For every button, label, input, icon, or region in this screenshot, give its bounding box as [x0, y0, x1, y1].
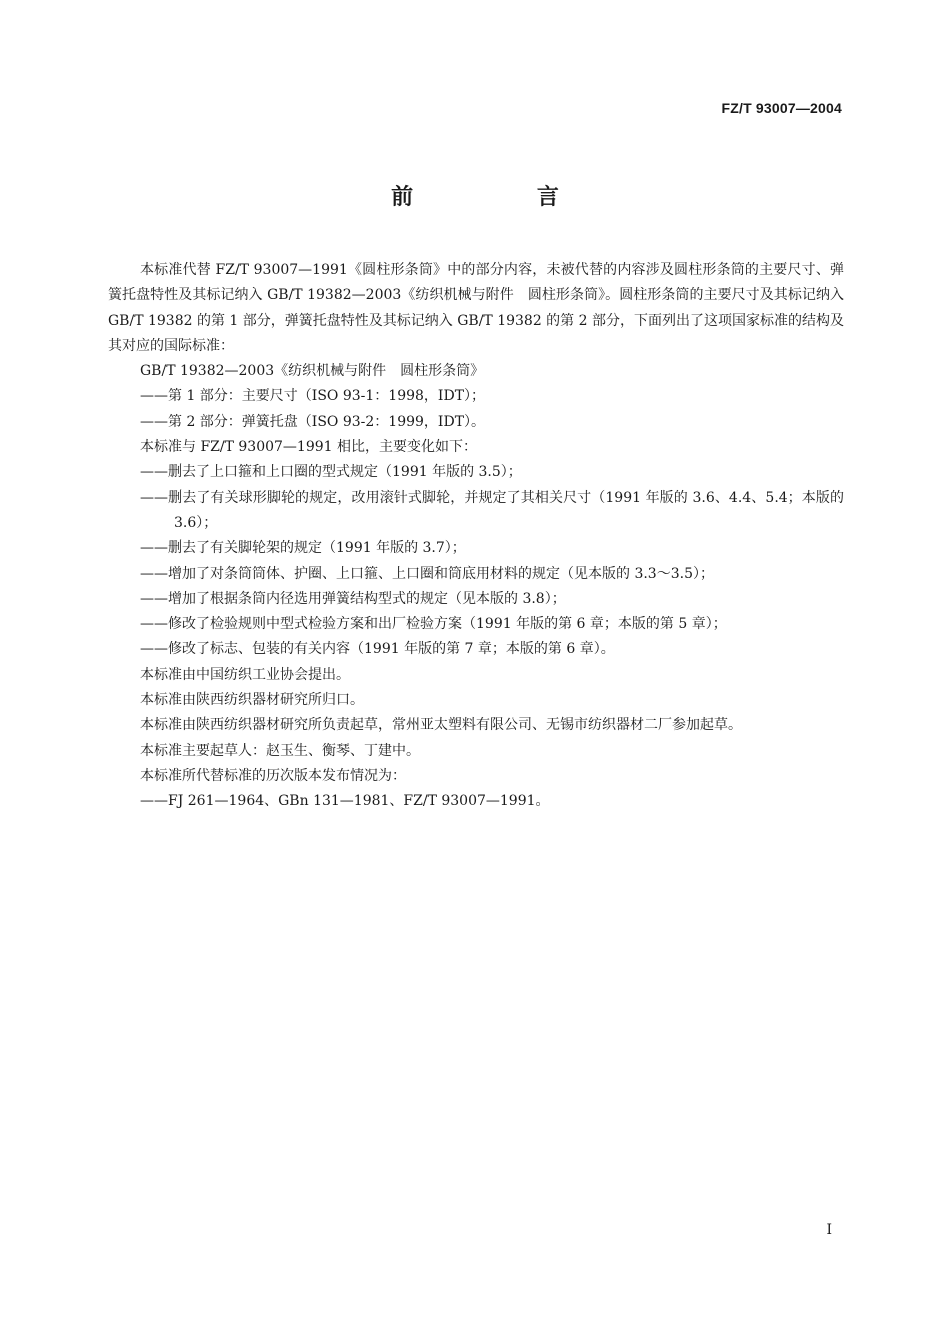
paragraph-changes-intro: 本标准与 FZ/T 93007—1991 相比，主要变化如下：: [140, 439, 478, 456]
list-item-change: ——修改了检验规则中型式检验方案和出厂检验方案（1991 年版的第 6 章；本版的第 5 章）；: [140, 616, 727, 633]
list-item-change: ——删去了有关球形脚轮的规定，改用滚针式脚轮，并规定了其相关尺寸（1991 年版的 3.6、4.4、5.4；本版的 3.6）；: [140, 489, 844, 531]
paragraph-intro: 本标准代替 FZ/T 93007—1991《圆柱形条筒》中的部分内容，未被代替的内容涉及圆柱形条筒的主要尺寸、弹簧托盘特性及其标记纳入 GB/T 19382—2003《纺织机械与附件 圆柱形条筒》。圆柱形条筒的主要尺寸及其标记纳入 GB/T 19382 的第 1 部分，弹簧托盘特性及其标记纳入 GB/T 19382 的第 2 部分，下面列出了这项国家标准的结构及其对应的国际标准：: [108, 262, 844, 354]
list-item-history: ——FJ 261—1964、GBn 131—1981、FZ/T 93007—1991。: [140, 793, 550, 810]
list-item-part1: ——第 1 部分：主要尺寸（ISO 93-1：1998，IDT）；: [140, 388, 486, 405]
page-number: I: [826, 1222, 832, 1238]
list-item-change: ——删去了有关脚轮架的规定（1991 年版的 3.7）；: [140, 540, 466, 557]
document-code: FZ/T 93007—2004: [721, 100, 842, 116]
foreword-body: [108, 258, 844, 815]
list-item-change: ——修改了标志、包装的有关内容（1991 年版的第 7 章；本版的第 6 章）。: [140, 641, 615, 658]
paragraph-history-intro: 本标准所代替标准的历次版本发布情况为：: [140, 767, 406, 784]
paragraph-proposer: 本标准由中国纺织工业协会提出。: [140, 666, 350, 683]
list-item-change: ——增加了对条筒筒体、护圈、上口箍、上口圈和筒底用材料的规定（见本版的 3.3～3.5）；: [140, 565, 714, 582]
page-title: 前 言: [391, 185, 617, 210]
list-item-part2: ——第 2 部分：弹簧托盘（ISO 93-2：1999，IDT）。: [140, 413, 486, 430]
paragraph-centralized: 本标准由陕西纺织器材研究所归口。: [140, 692, 364, 709]
paragraph-drafters-org: 本标准由陕西纺织器材研究所负责起草，常州亚太塑料有限公司、无锡市纺织器材二厂参加起草。: [140, 717, 742, 734]
paragraph-standard-title: GB/T 19382—2003《纺织机械与附件 圆柱形条筒》: [140, 363, 485, 380]
list-item-change: ——增加了根据条筒内径选用弹簧结构型式的规定（见本版的 3.8）；: [140, 590, 566, 607]
paragraph-drafters: 本标准主要起草人：赵玉生、衡琴、丁建中。: [140, 742, 420, 759]
list-item-change: ——删去了上口箍和上口圈的型式规定（1991 年版的 3.5）；: [140, 464, 522, 481]
